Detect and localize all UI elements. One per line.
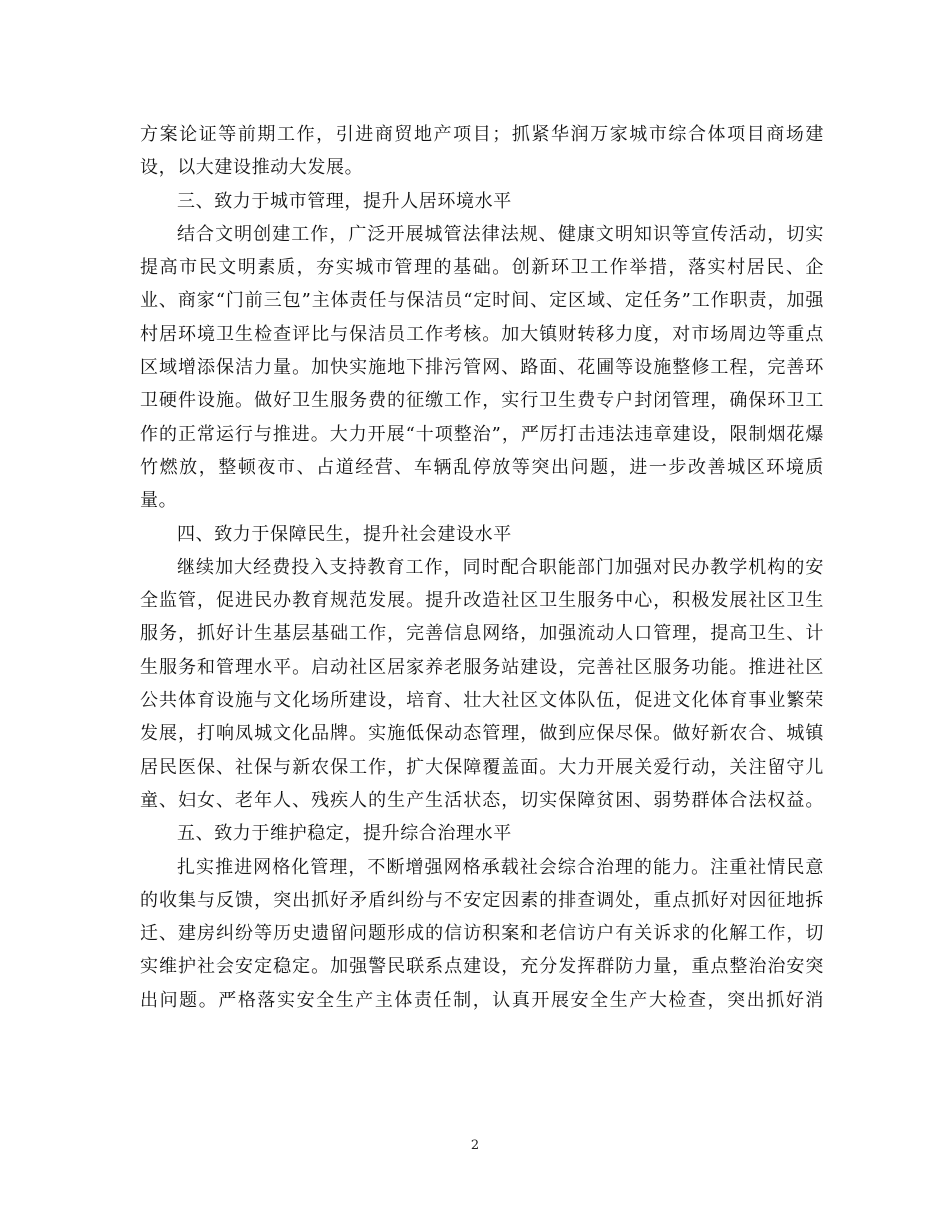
text-line: 提高市民文明素质，夯实城市管理的基础。创新环卫工作举措，落实村居民、企: [140, 257, 824, 279]
text-line: 作的正常运行与推进。大力开展“十项整治”，严厉打击违法违章建设，限制烟花爆: [140, 423, 824, 445]
text-line: 继续加大经费投入支持教育工作，同时配合职能部门加强对民办教学机构的安: [177, 556, 824, 578]
section-heading: 三、致力于城市管理，提升人居环境水平: [177, 190, 512, 212]
section-heading: 五、致力于维护稳定，提升综合治理水平: [177, 823, 512, 845]
text-line: 村居环境卫生检查评比与保洁员工作考核。加大镇财转移力度，对市场周边等重点: [140, 323, 824, 345]
text-line: 量。: [140, 490, 178, 512]
text-line: 方案论证等前期工作，引进商贸地产项目；抓紧华润万家城市综合体项目商场建: [140, 124, 824, 145]
text-line: 迁、建房纠纷等历史遗留问题形成的信访积案和老信访户有关诉求的化解工作，切: [140, 923, 824, 945]
text-line: 公共体育设施与文化场所建设，培育、壮大社区文体队伍，促进文化体育事业繁荣: [140, 690, 824, 712]
text-line: 扎实推进网格化管理，不断增强网格承载社会综合治理的能力。注重社情民意: [177, 856, 824, 878]
text-line: 实维护社会安定稳定。加强警民联系点建设，充分发挥群防力量，重点整治治安突: [140, 956, 824, 978]
text-line: 的收集与反馈，突出抓好矛盾纠纷与不安定因素的排查调处，重点抓好对因征地拆: [140, 889, 824, 911]
text-line: 卫硬件设施。做好卫生服务费的征缴工作，实行卫生费专户封闭管理，确保环卫工: [140, 390, 824, 412]
text-line: 居民医保、社保与新农保工作，扩大保障覆盖面。大力开展关爱行动，关注留守儿: [140, 756, 824, 778]
text-line: 结合文明创建工作，广泛开展城管法律法规、健康文明知识等宣传活动，切实: [177, 223, 824, 245]
section-heading: 四、致力于保障民生，提升社会建设水平: [177, 523, 512, 545]
page-number: 2: [470, 1138, 480, 1153]
body-text: [140, 118, 824, 1017]
text-line: 发展，打响凤城文化品牌。实施低保动态管理，做到应保尽保。做好新农合、城镇: [140, 723, 824, 745]
text-line: 全监管，促进民办教育规范发展。提升改造社区卫生服务中心，积极发展社区卫生: [140, 590, 824, 612]
text-line: 出问题。严格落实安全生产主体责任制，认真开展安全生产大检查，突出抓好消: [140, 989, 824, 1011]
text-line: 设，以大建设推动大发展。: [140, 157, 364, 179]
text-line: 业、商家“门前三包”主体责任与保洁员“定时间、定区域、定任务”工作职责，加强: [140, 290, 824, 312]
text-line: 童、妇女、老年人、残疾人的生产生活状态，切实保障贫困、弱势群体合法权益。: [140, 789, 824, 811]
text-line: 生服务和管理水平。启动社区居家养老服务站建设，完善社区服务功能。推进社区: [140, 656, 824, 678]
text-line: 区域增添保洁力量。加快实施地下排污管网、路面、花圃等设施整修工程，完善环: [140, 357, 824, 379]
text-line: 服务，抓好计生基层基础工作，完善信息网络，加强流动人口管理，提高卫生、计: [140, 623, 824, 645]
text-line: 竹燃放，整顿夜市、占道经营、车辆乱停放等突出问题，进一步改善城区环境质: [140, 456, 824, 478]
